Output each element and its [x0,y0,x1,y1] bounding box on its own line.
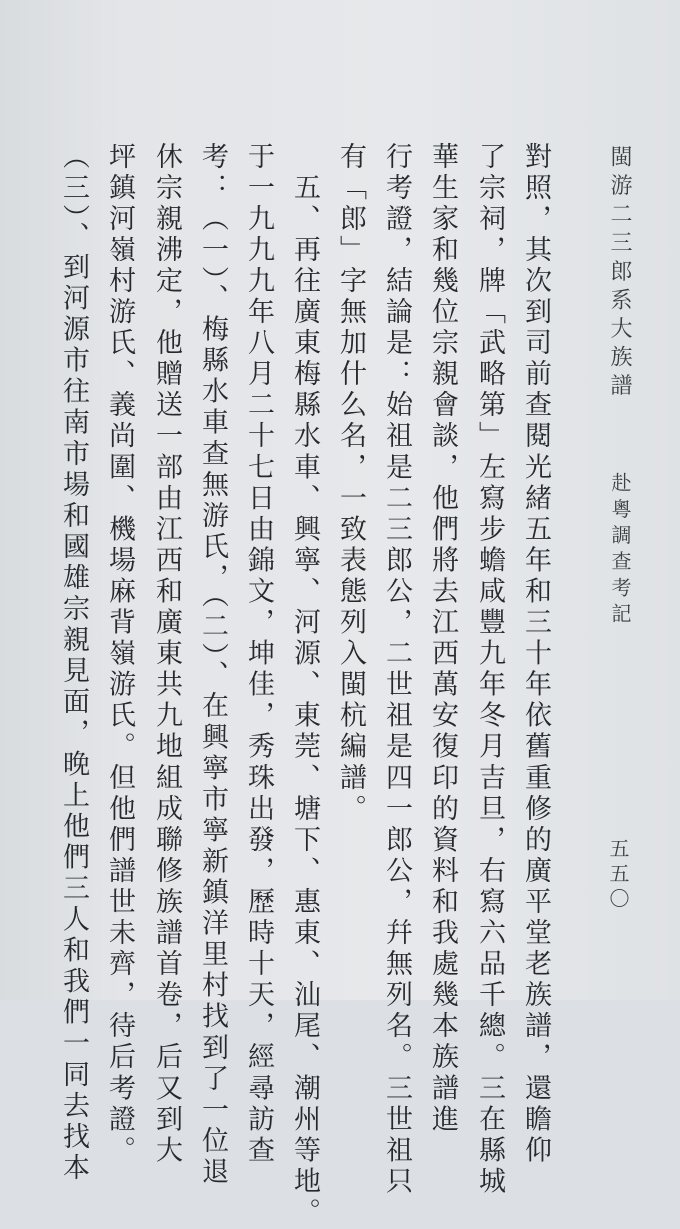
body-text-line-3: 華生家和幾位宗親會談，他們將去江西萬安復印的資料和我處幾本族譜進 [427,142,458,1136]
body-text-line-10: 坪鎮河嶺村游氏、義尚圍、機場麻背嶺游氏。但他們譜世未齊，待后考證。 [104,142,135,1167]
body-text-line-6: 五、再往廣東梅縣水車、興寧、河源、東莞、塘下、惠東、汕尾、潮州等地。 [289,142,320,1229]
body-text-line-7: 于一九九九年八月二十七日由錦文，坤佳，秀珠出發，歷時十天，經尋訪查 [243,142,274,1167]
body-text-line-11: （三）、到河源市往南市場和國雄宗親見面，晚上他們三人和我們一同去找本 [58,142,89,1185]
running-header-chapter-title: 赴粵調查考記 [608,472,632,630]
body-text-line-2: 了宗祠，牌「武略第」左寫步蟾咸豐九年冬月吉旦，右寫六品千總。三在縣城 [474,142,505,1198]
body-text-line-5: 有「郎」字無加什么名，一致表態列入閩杭編譜。 [335,142,366,826]
body-text-line-1: 對照，其次到司前查閱光緒五年和三十年依舊重修的廣平堂老族譜，還瞻仰 [520,142,551,1167]
body-text-line-8: 考：（一）、梅縣水車查無游氏，（二）、在興寧市寧新鎮洋里村找到了一位退 [197,142,228,1189]
running-header-book-title: 閩游二三郎系大族譜 [607,145,632,403]
body-text-line-4: 行考證，結論是：始祖是二三郎公，二世祖是四一郎公，幷無列名。三世祖只 [381,142,412,1198]
body-text-line-9: 休宗親沸定，他贈送一部由江西和廣東共九地組成聯修族譜首卷，后又到大 [151,142,182,1167]
page-number: 五五〇 [606,838,630,913]
